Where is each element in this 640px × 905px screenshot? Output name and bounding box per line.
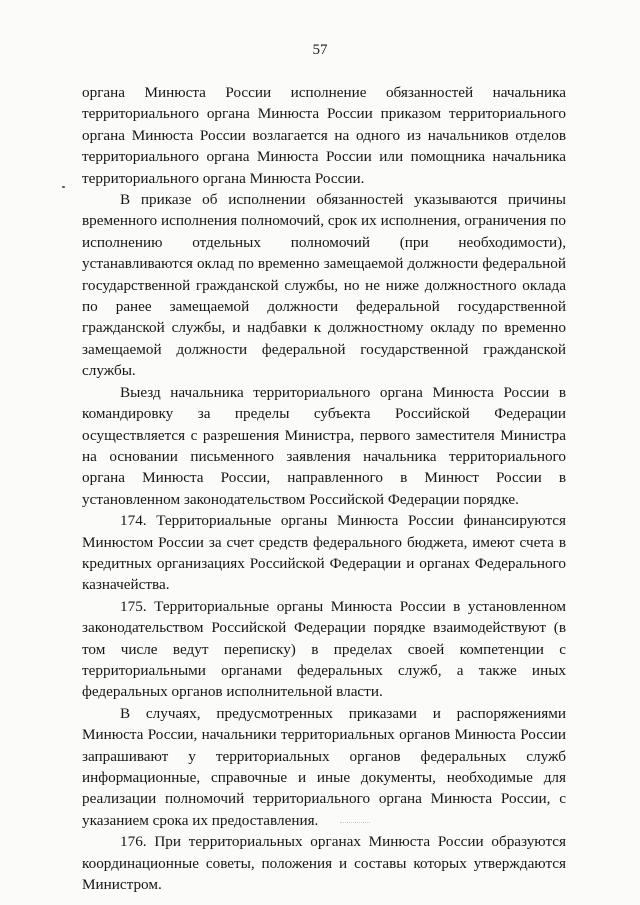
margin-mark [62, 186, 65, 188]
paragraph-174: 174. Территориальные органы Минюста России финансируются Минюстом России за счет средств федерального бюджета, имеют счета в кредитных организациях Российской Федерации и органах Федерального казначейства. [82, 512, 566, 594]
paragraph-acting-duties-order: В приказе об исполнении обязанностей указываются причины временного исполнения полномочий, срок их исполнения, ограничения по исполнению отдельных полномочий (при необходимости), устанавливаются оклад по временно замещаемой должности федеральной государственной гражданской службы, но не ниже должностного оклада по ранее замещаемой должности федеральной государственной гражданской службы, и надбавки к должностному окладу по временно замещаемой должности федеральной государственной гражданской службы. [82, 191, 566, 380]
paragraph-continuation: органа Минюста России исполнение обязанностей начальника территориального органа Минюста России приказом территориального органа Минюста России возлагается на одного из начальников отделов территориального органа Минюста России или помощника начальника территориального органа Минюста России. [82, 84, 566, 187]
page-number: 57 [312, 42, 328, 58]
paragraph-business-trip: Выезд начальника территориального органа Минюста России в командировку за пределы субъекта Российской Федерации осуществляется с разрешения Министра, первого заместителя Министра на основании письменного заявления начальника территориального органа Минюста России, направленного в Минюст России в установленном законодательством Российской Федерации порядке. [82, 383, 566, 508]
paragraph-175: 175. Территориальные органы Минюста России в установленном законодательством Российской Федерации порядке взаимодействуют (в том числе ведут переписку) в пределах своей компетенции с территориальными органами федеральных служб, а также иных федеральных органов исполнительной власти. [82, 597, 566, 701]
document-body [82, 82, 566, 895]
paragraph-176: 176. При территориальных органах Минюста России образуются координационные советы, положения и составы которых утверждаются Министром. [82, 833, 566, 894]
scan-artifact [340, 822, 370, 824]
paragraph-document-requests: В случаях, предусмотренных приказами и распоряжениями Минюста России, начальники территориальных органов Минюста России запрашивают у территориальных органов федеральных служб информационные, справочные и иные документы, необходимые для реализации полномочий территориального органа Минюста России, с указанием срока их предоставления. [82, 704, 566, 829]
